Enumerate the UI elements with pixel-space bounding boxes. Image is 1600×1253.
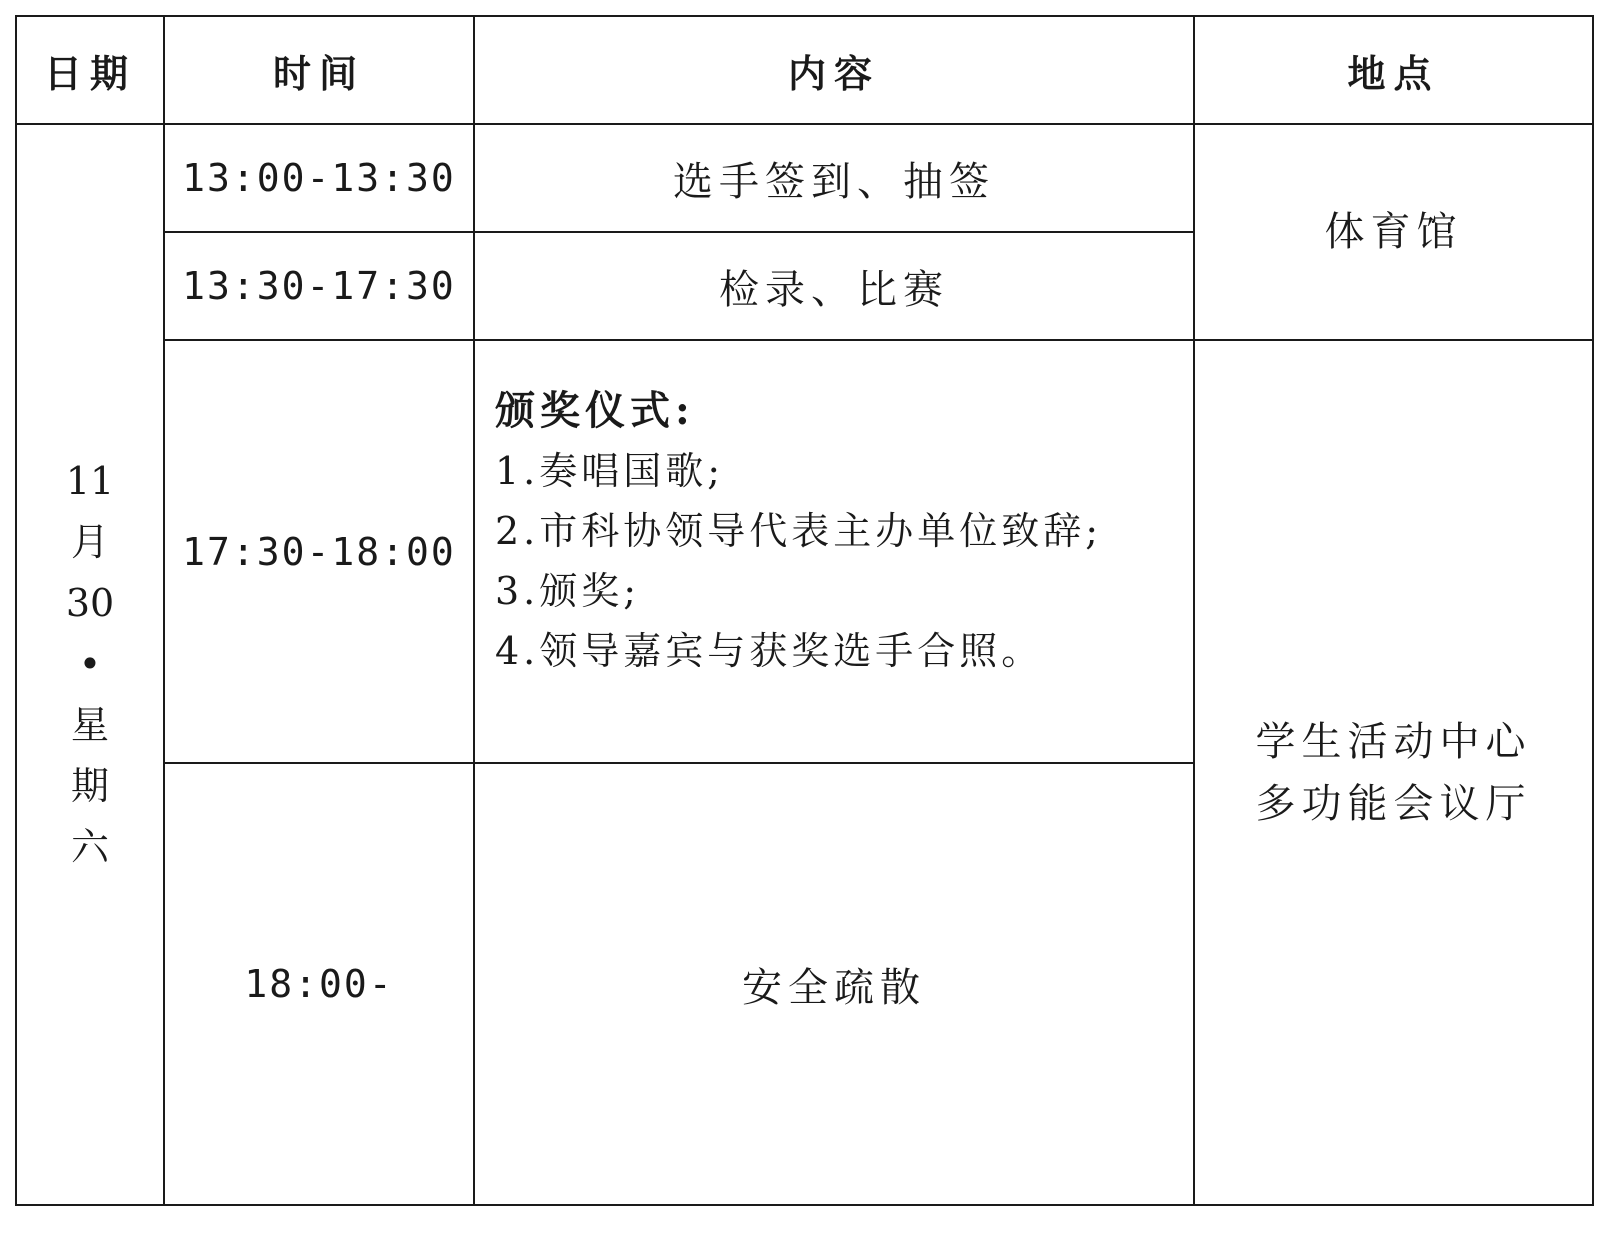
ceremony-cell bbox=[474, 340, 1194, 763]
header-date: 日期 bbox=[16, 16, 164, 124]
schedule-table bbox=[15, 15, 1594, 1206]
date-line: 30 bbox=[65, 581, 115, 625]
content-cell: 检录、比赛 bbox=[474, 232, 1194, 340]
date-line: 星 bbox=[70, 703, 109, 747]
date-line: 11 bbox=[65, 459, 115, 503]
date-cell bbox=[16, 124, 164, 1205]
time-cell: 13:00-13:30 bbox=[164, 124, 474, 232]
date-line: 月 bbox=[70, 520, 109, 564]
content-cell: 选手签到、抽签 bbox=[474, 124, 1194, 232]
place-hall-line2: 多功能会议厅 bbox=[1255, 780, 1532, 827]
ceremony-item: 1.奏唱国歌; bbox=[495, 449, 725, 493]
place-cell-gym: 体育馆 bbox=[1194, 124, 1593, 340]
place-hall-line1: 学生活动中心 bbox=[1255, 718, 1532, 765]
date-stack bbox=[17, 451, 163, 878]
header-row bbox=[16, 16, 1593, 124]
ceremony-item: 4.领导嘉宾与获奖选手合照。 bbox=[495, 629, 1044, 673]
time-cell: 18:00- bbox=[164, 763, 474, 1205]
table-row bbox=[16, 340, 1593, 763]
time-cell: 13:30-17:30 bbox=[164, 232, 474, 340]
date-line: 六 bbox=[70, 825, 109, 869]
ceremony-title: 颁奖仪式: bbox=[495, 387, 695, 434]
date-line: 期 bbox=[70, 764, 109, 808]
header-time: 时间 bbox=[164, 16, 474, 124]
ceremony-item: 3.颁奖; bbox=[495, 569, 641, 613]
header-content: 内容 bbox=[474, 16, 1194, 124]
header-place: 地点 bbox=[1194, 16, 1593, 124]
date-line: • bbox=[78, 642, 102, 686]
time-cell: 17:30-18:00 bbox=[164, 340, 474, 763]
table-row bbox=[16, 124, 1593, 232]
ceremony-item: 2.市科协领导代表主办单位致辞; bbox=[495, 509, 1103, 553]
place-cell-hall bbox=[1194, 340, 1593, 1205]
content-cell: 安全疏散 bbox=[474, 763, 1194, 1205]
